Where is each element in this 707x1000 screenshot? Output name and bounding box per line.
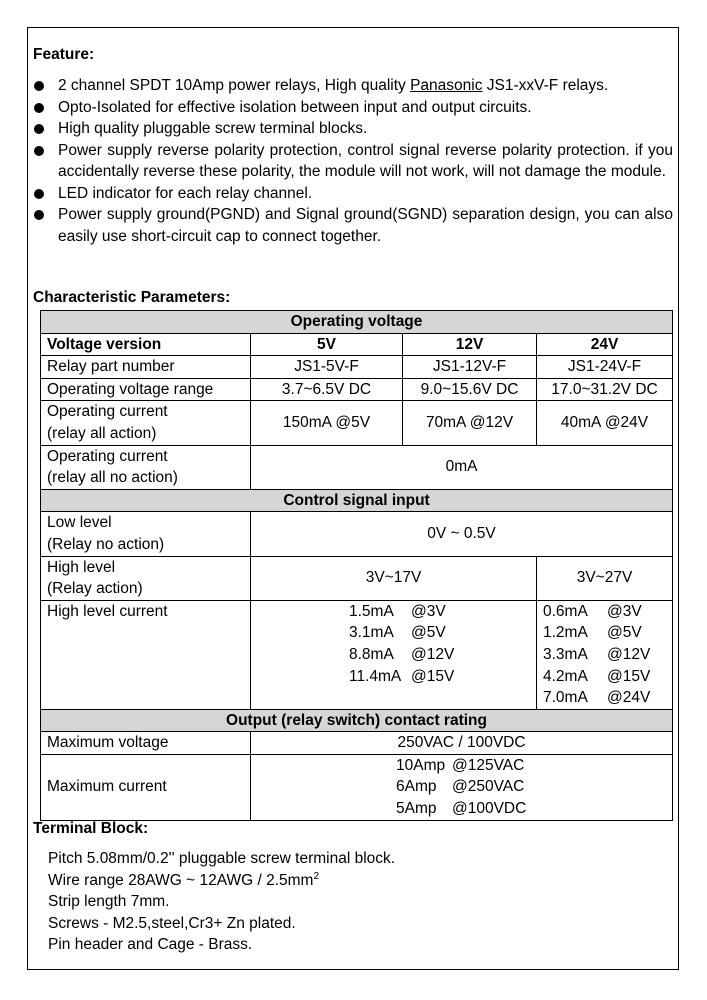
feature-item: High quality pluggable screw terminal blocks. — [33, 118, 673, 140]
terminal-block-specs — [48, 848, 395, 956]
feature-item: Power supply ground(PGND) and Signal ground(SGND) separation design, you can also easily use short-circuit cap to connect together. — [33, 204, 673, 247]
max-current-row: 5Amp @100VDC — [396, 800, 527, 818]
low-level-value: 0V ~ 0.5V — [251, 512, 673, 556]
high-current-values-b — [537, 600, 673, 709]
terminal-line: Wire range 28AWG ~ $12AWG / 2.5mm^2$ — [48, 870, 320, 889]
terminal-line: Screws - M2.5,steel,Cr3+ Zn plated. — [48, 914, 296, 932]
high-level-label: High level (Relay action) — [41, 556, 251, 600]
panasonic-link: Panasonic — [410, 77, 483, 94]
high-current-row: 3.3mA @12V — [543, 645, 651, 663]
parameters-table — [40, 310, 673, 821]
feature-item: 2 channel SPDT 10Amp power relays, High quality Panasonic JS1-xxV-F relays. — [33, 75, 673, 97]
max-voltage-label: Maximum voltage — [41, 732, 251, 755]
params-title: Characteristic Parameters: — [33, 289, 231, 306]
feature-item: Power supply reverse polarity protection, control signal reverse polarity protection. if you accidentally reverse these polarity, the module will not work, will not damage the module. — [33, 140, 673, 183]
high-current-row: 7.0mA @24V — [543, 689, 651, 707]
bullet-icon — [34, 189, 44, 199]
feature-list — [33, 75, 673, 247]
version-24v: 24V — [537, 333, 673, 356]
relay-part-label: Relay part number — [41, 356, 251, 379]
high-level-value-5v-12v: 3V~17V — [251, 556, 537, 600]
feature-item: Opto-Isolated for effective isolation between input and output circuits. — [33, 97, 673, 119]
terminal-line: Pin header and Cage - Brass. — [48, 936, 253, 954]
control-signal-header: Control signal input — [41, 489, 673, 512]
terminal-title: Terminal Block: — [33, 820, 149, 837]
version-12v: 12V — [403, 333, 537, 356]
bullet-icon — [34, 81, 44, 91]
bullet-icon — [34, 124, 44, 134]
max-current-label: Maximum current — [41, 754, 251, 820]
high-current-row: 11.4mA @15V — [349, 667, 455, 685]
max-voltage-value: 250VAC / 100VDC — [251, 732, 673, 755]
high-current-row: 1.5mA @3V — [349, 602, 446, 620]
voltage-version-label: Voltage version — [41, 333, 251, 356]
max-current-row: 10Amp @125VAC — [396, 756, 525, 774]
voltage-range-12v: 9.0~15.6V DC — [403, 378, 537, 401]
bullet-icon — [34, 146, 44, 156]
current-none-value: 0mA — [251, 445, 673, 489]
high-current-values-a — [251, 600, 537, 709]
high-current-row: 3.1mA @5V — [349, 624, 446, 642]
current-all-12v: 70mA @12V — [403, 401, 537, 445]
max-current-values — [251, 754, 673, 820]
voltage-range-5v: 3.7~6.5V DC — [251, 378, 403, 401]
bullet-icon — [34, 210, 44, 220]
wire-superscript: 2 — [313, 870, 320, 882]
high-current-row: 8.8mA @12V — [349, 645, 455, 663]
high-current-row: 0.6mA @3V — [543, 602, 642, 620]
terminal-line: Strip length 7mm. — [48, 893, 170, 911]
high-current-label: High level current — [41, 600, 251, 709]
current-all-label: Operating current (relay all action) — [41, 401, 251, 445]
feature-title: Feature: — [33, 46, 95, 63]
relay-part-5v: JS1-5V-F — [251, 356, 403, 379]
low-level-label: Low level (Relay no action) — [41, 512, 251, 556]
operating-voltage-header: Operating voltage — [41, 311, 673, 334]
bullet-icon — [34, 103, 44, 113]
current-all-5v: 150mA @5V — [251, 401, 403, 445]
feature-item: LED indicator for each relay channel. — [33, 183, 673, 205]
relay-part-12v: JS1-12V-F — [403, 356, 537, 379]
current-none-label: Operating current (relay all no action) — [41, 445, 251, 489]
relay-part-24v: JS1-24V-F — [537, 356, 673, 379]
voltage-range-label: Operating voltage range — [41, 378, 251, 401]
high-current-row: 1.2mA @5V — [543, 624, 642, 642]
high-level-value-24v: 3V~27V — [537, 556, 673, 600]
current-all-24v: 40mA @24V — [537, 401, 673, 445]
voltage-range-24v: 17.0~31.2V DC — [537, 378, 673, 401]
terminal-line: Pitch 5.08mm/0.2'' pluggable screw terminal block. — [48, 850, 396, 867]
max-current-row: 6Amp @250VAC — [396, 778, 525, 796]
output-rating-header: Output (relay switch) contact rating — [41, 709, 673, 732]
version-5v: 5V — [251, 333, 403, 356]
high-current-row: 4.2mA @15V — [543, 667, 651, 685]
